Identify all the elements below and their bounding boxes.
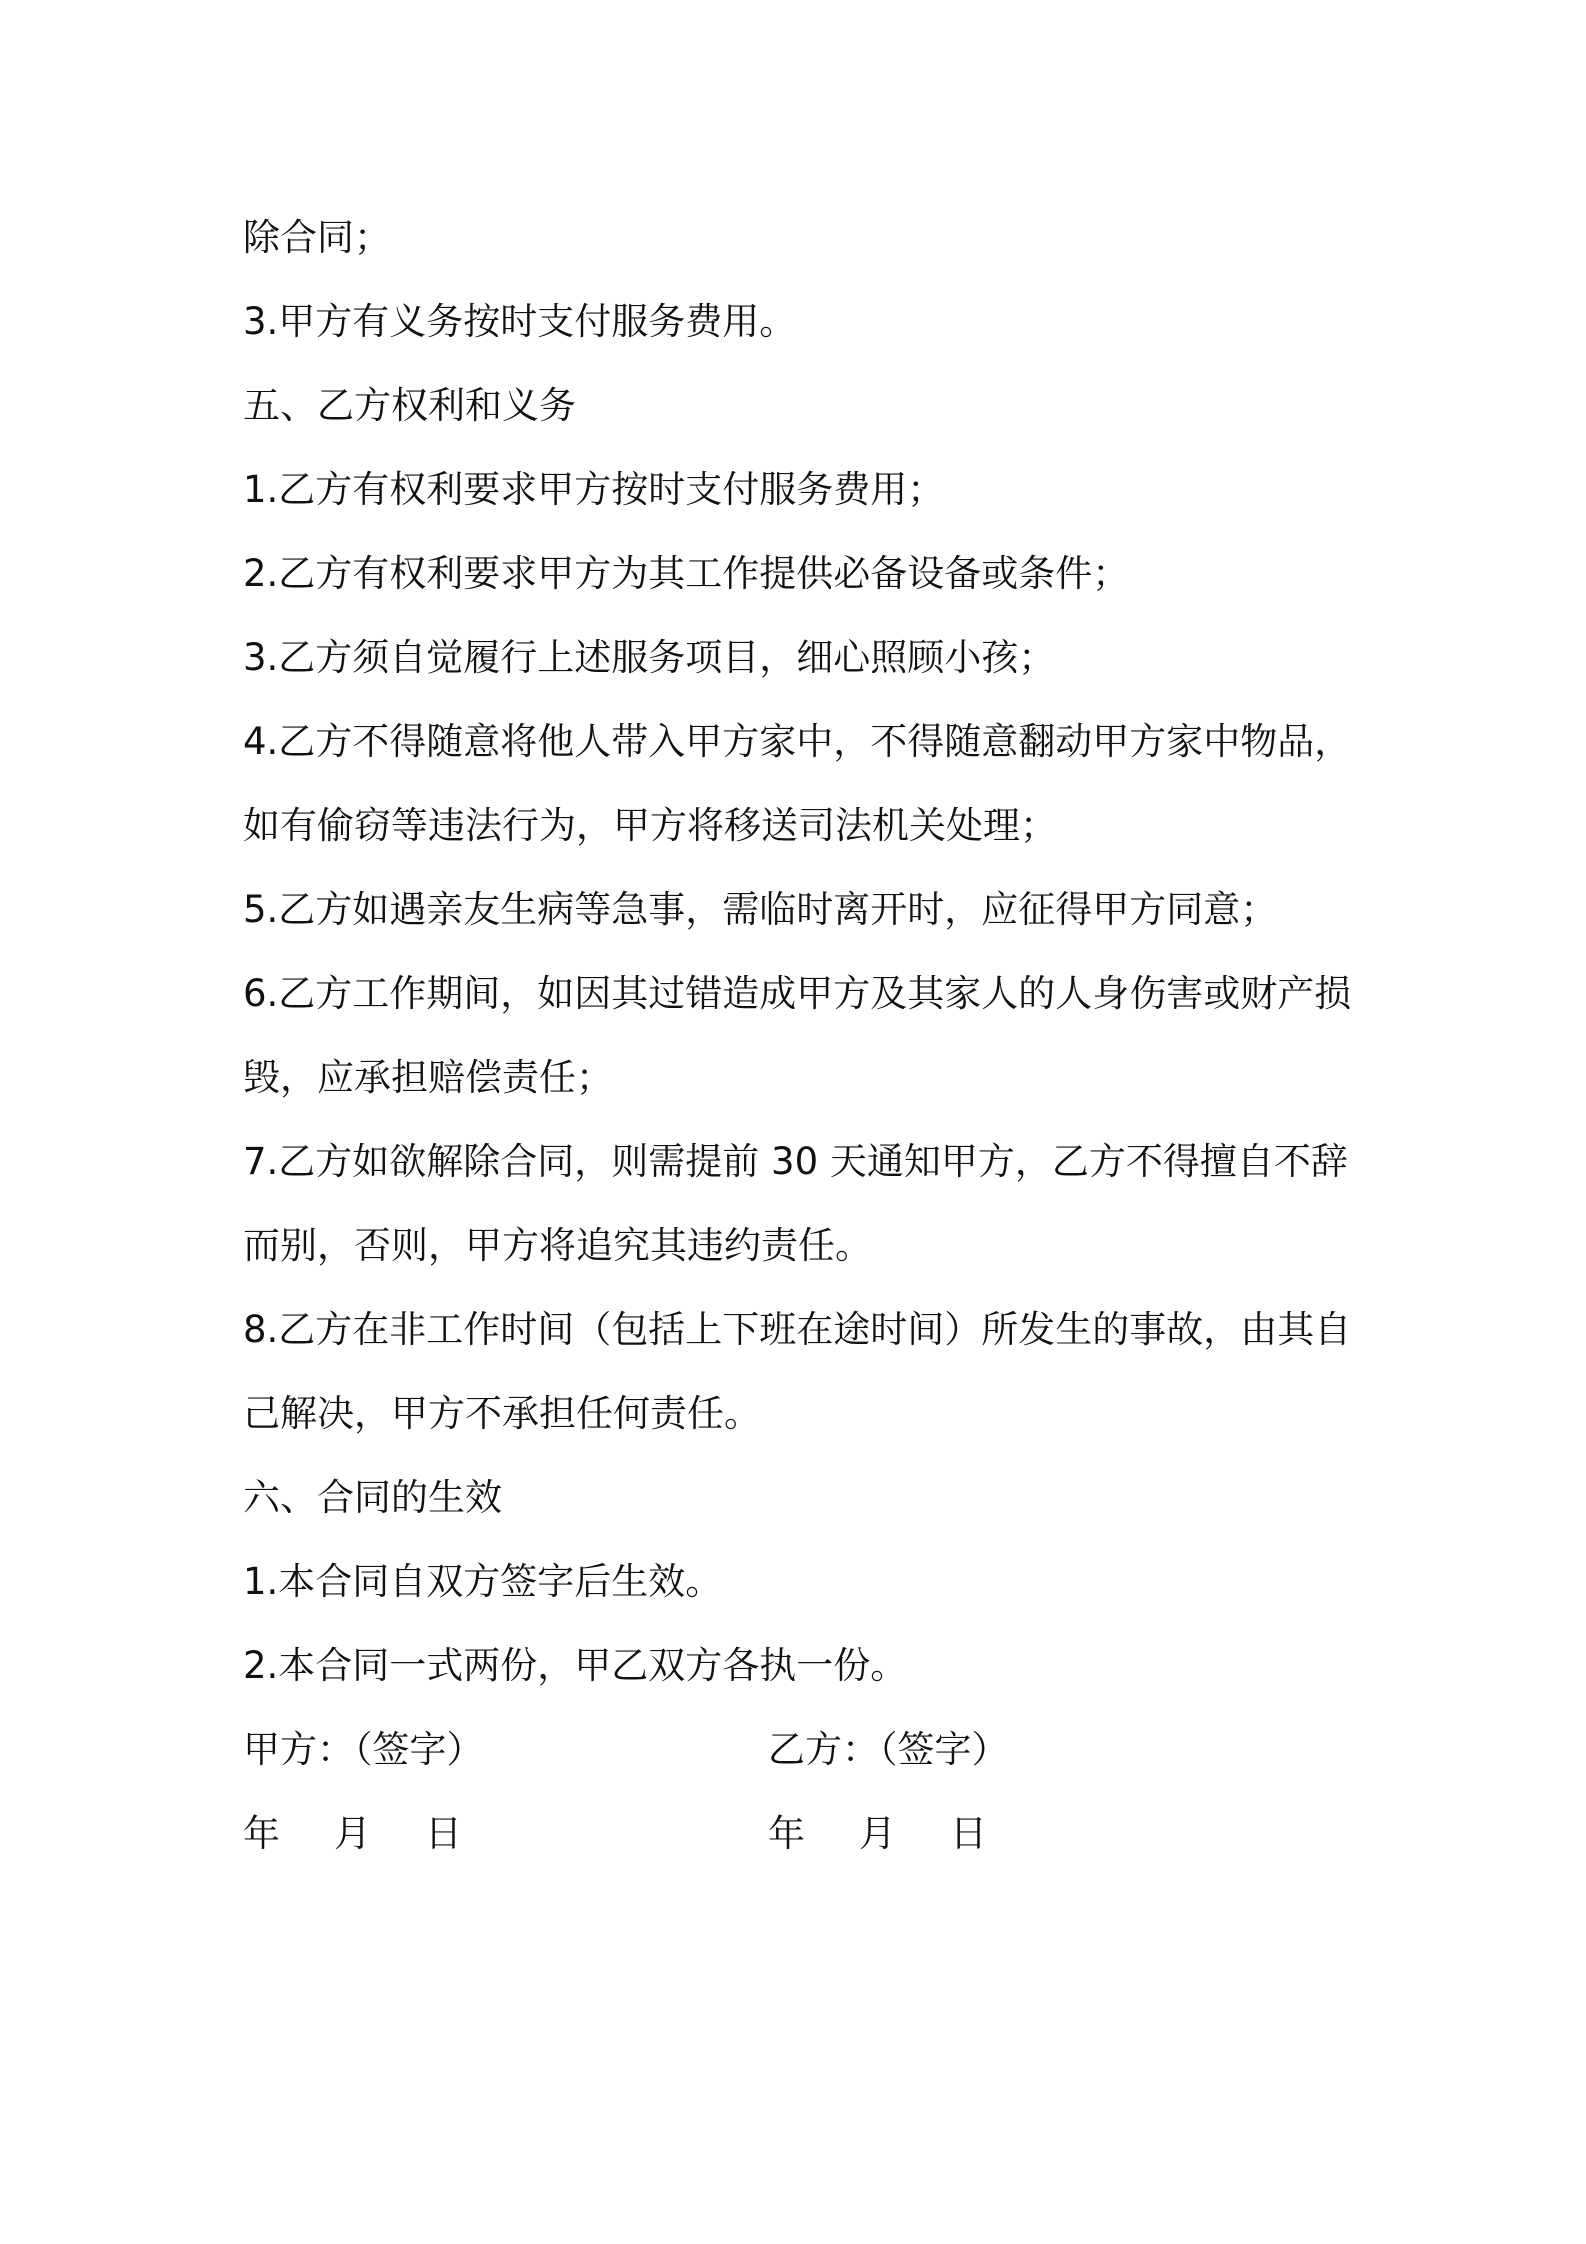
text-line: 1.本合同自双方签字后生效。 [243,1560,723,1603]
text-line: 3.乙方须自觉履行上述服务项目，细心照顾小孩； [243,636,1056,679]
document-body [243,196,1373,1876]
year-label: 年 [243,1812,280,1855]
month-label: 月 [859,1812,896,1855]
text-line: 8.乙方在非工作时间（包括上下班在途时间）所发生的事故，由其自 [243,1308,1352,1351]
text-line: 7.乙方如欲解除合同，则需提前 30 天通知甲方，乙方不得擅自不辞 [243,1140,1348,1183]
party-a-signature-label: 甲方：（签字） [243,1728,484,1771]
month-label: 月 [334,1812,371,1855]
section-heading: 六、合同的生效 [243,1476,502,1519]
text-line: 5.乙方如遇亲友生病等急事，需临时离开时，应征得甲方同意； [243,888,1278,931]
day-label: 日 [950,1812,987,1855]
text-line: 1.乙方有权利要求甲方按时支付服务费用； [243,468,945,511]
date-row [243,1792,1373,1876]
year-label: 年 [768,1812,805,1855]
text-line: 毁，应承担赔偿责任； [243,1056,613,1099]
text-line: 而别，否则，甲方将追究其违约责任。 [243,1224,872,1267]
day-label: 日 [425,1812,462,1855]
signature-row [243,1708,1373,1792]
text-line: 3.甲方有义务按时支付服务费用。 [243,300,797,343]
party-b-date [768,1792,987,1876]
text-line: 己解决，甲方不承担任何责任。 [243,1392,761,1435]
text-line: 如有偷窃等违法行为，甲方将移送司法机关处理； [243,804,1057,847]
text-line: 除合同； [243,216,391,259]
section-heading: 五、乙方权利和义务 [243,384,576,427]
party-a-date [243,1792,462,1876]
text-line: 2.本合同一式两份，甲乙双方各执一份。 [243,1644,908,1687]
text-line: 4.乙方不得随意将他人带入甲方家中，不得随意翻动甲方家中物品， [243,720,1352,763]
party-b-signature-label: 乙方：（签字） [768,1728,1009,1771]
text-line: 6.乙方工作期间，如因其过错造成甲方及其家人的人身伤害或财产损 [243,972,1352,1015]
text-line: 2.乙方有权利要求甲方为其工作提供必备设备或条件； [243,552,1130,595]
